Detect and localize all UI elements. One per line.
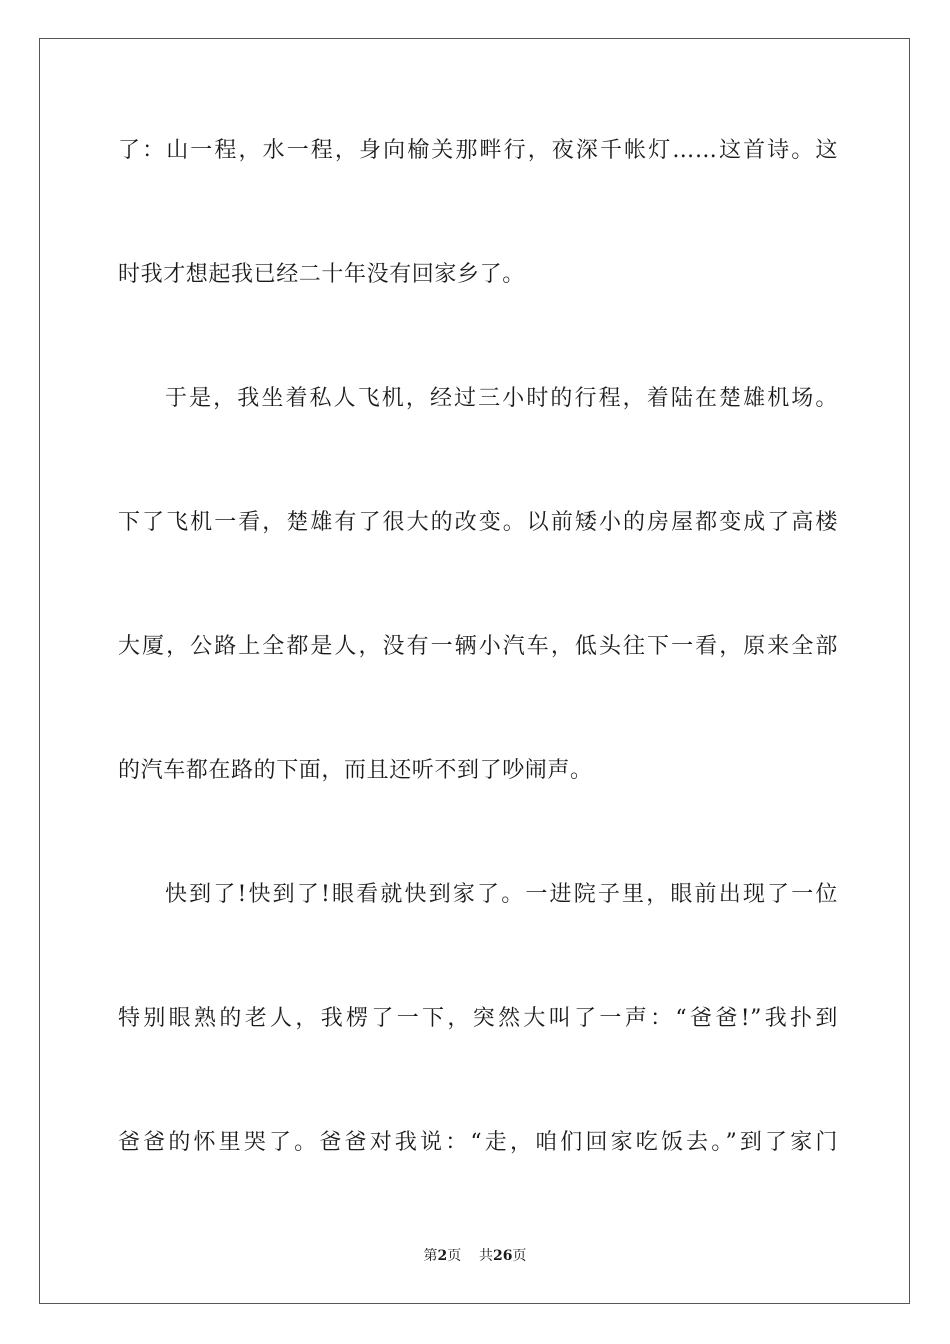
text-line: 下了飞机一看，楚雄有了很大的改变。以前矮小的房屋都变成了高楼	[118, 510, 838, 535]
text-line: 时我才想起我已经二十年没有回家乡了。	[118, 262, 525, 287]
page-footer	[0, 1247, 950, 1265]
page-number: 2	[437, 1248, 448, 1264]
text-line: 特别眼熟的老人，我楞了一下，突然大叫了一声：“爸爸!”我扑到	[118, 1006, 838, 1031]
paragraph-start-line: 于是，我坐着私人飞机，经过三小时的行程，着陆在楚雄机场。	[165, 386, 838, 411]
page-border	[39, 38, 910, 1304]
text-line: 了：山一程，水一程，身向榆关那畔行，夜深千帐灯……这首诗。这	[118, 138, 838, 163]
page-suffix: 页	[447, 1248, 462, 1264]
total-suffix: 页	[512, 1248, 527, 1264]
text-line: 大厦，公路上全都是人，没有一辆小汽车，低头往下一看，原来全部	[118, 634, 838, 659]
page-prefix: 第	[423, 1248, 438, 1264]
paragraph-start-line: 快到了!快到了!眼看就快到家了。一进院子里，眼前出现了一位	[165, 882, 838, 907]
total-prefix: 共	[479, 1248, 494, 1264]
total-pages: 26	[493, 1248, 513, 1264]
text-line: 的汽车都在路的下面，而且还听不到了吵闹声。	[118, 758, 593, 783]
text-line: 爸爸的怀里哭了。爸爸对我说：“走，咱们回家吃饭去。”到了家门	[118, 1130, 838, 1155]
